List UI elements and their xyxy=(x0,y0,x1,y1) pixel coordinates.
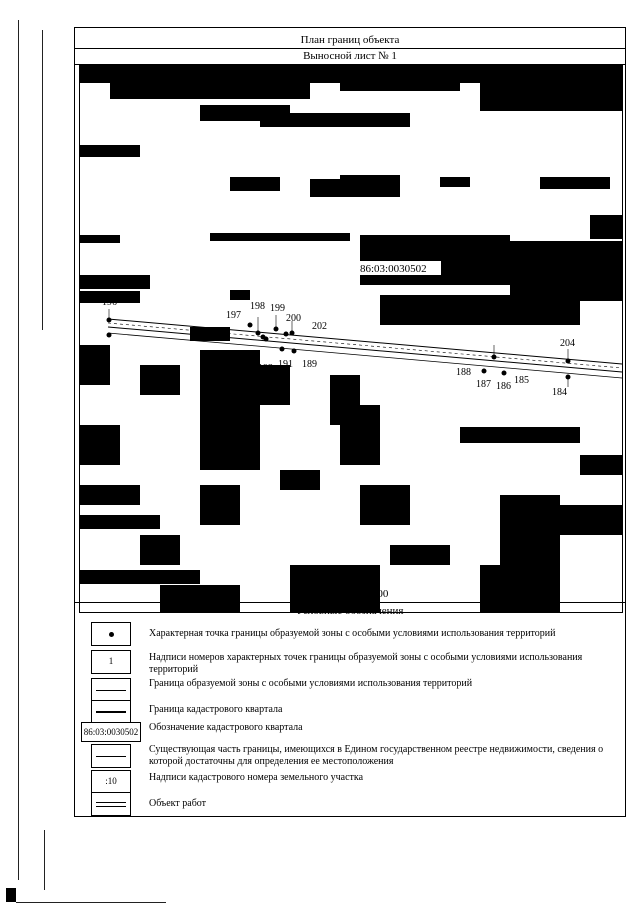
road-lines xyxy=(108,319,622,378)
legend-title: Условные обозначения xyxy=(296,605,404,617)
document-title: План границ объекта xyxy=(75,32,625,49)
legend-item-text: Граница образуемой зоны с особыми условиями использования территорий xyxy=(149,678,473,689)
legend-item-text: Надписи кадастрового номера земельного участка xyxy=(149,772,364,783)
point-label-194: 194 xyxy=(230,355,245,366)
legend-item-text: Существующая часть границы, имеющихся в Едином государственном реестре недвижимости, сведения о которой достаточны для определения ее местоположения xyxy=(149,744,604,767)
point-label-199: 199 xyxy=(270,303,285,314)
legend-item-point-numbers xyxy=(75,650,625,680)
legend-symbol-text: 1 xyxy=(108,656,114,666)
legend-symbol-line xyxy=(91,744,131,768)
point-label-198: 198 xyxy=(250,301,265,312)
point-label-204: 204 xyxy=(560,338,575,349)
existing-boundary-line-icon xyxy=(96,756,126,757)
zone-boundary-line-icon xyxy=(96,690,126,691)
point-label-196: 196 xyxy=(102,297,117,308)
point-label-189: 189 xyxy=(302,359,317,370)
point-label-187: 187 xyxy=(476,379,491,390)
legend-symbol-object xyxy=(91,792,131,816)
map-view xyxy=(79,64,623,613)
scan-corner-mark xyxy=(6,888,16,902)
legend-item-text: Характерная точка границы образуемой зоны с особыми условиями использования территорий xyxy=(149,628,556,639)
legend-symbol-parcel xyxy=(91,770,131,794)
document-frame xyxy=(74,27,626,817)
point-label-185: 185 xyxy=(514,375,529,386)
point-label-202: 202 xyxy=(312,321,327,332)
scan-edge-line xyxy=(18,20,19,880)
legend-item-boundary-point xyxy=(75,622,625,652)
quarter-label: 86:03:0030502 xyxy=(360,263,427,275)
work-object-line-icon xyxy=(96,802,126,803)
point-label-188: 188 xyxy=(456,367,471,378)
point-label-197: 197 xyxy=(226,310,241,321)
point-label-195: 195 xyxy=(90,347,105,358)
aerial-photo xyxy=(80,65,622,612)
legend-item-text: Надписи номеров характерных точек границы образуемой зоны с особыми условиями использования территорий xyxy=(149,652,583,675)
legend-item-text: Объект работ xyxy=(149,798,207,809)
map-svg xyxy=(80,65,622,612)
quarter-boundary-line-icon xyxy=(96,711,126,713)
point-label-186: 186 xyxy=(496,381,511,392)
legend-symbol-quarter: 86:03:0030502 xyxy=(81,722,141,742)
legend-symbol-point xyxy=(91,622,131,646)
scan-edge-line xyxy=(42,30,43,330)
point-label-191: 191 xyxy=(278,359,293,370)
legend-symbol-line xyxy=(91,678,131,702)
point-label-193: 193 xyxy=(258,363,273,374)
point-label-200: 200 xyxy=(286,313,301,324)
scale-label: Масштаб 1:1000 xyxy=(75,586,625,603)
legend-symbol-text: :10 xyxy=(105,776,117,786)
sheet-subtitle: Выносной лист № 1 xyxy=(75,48,625,65)
legend-item-text: Обозначение кадастрового квартала xyxy=(149,722,303,733)
legend-symbol-number xyxy=(91,650,131,674)
work-object-line-icon xyxy=(96,806,126,807)
legend-item-text: Граница кадастрового квартала xyxy=(149,704,283,715)
boundary-point-icon xyxy=(109,632,114,637)
legend-item-work-object xyxy=(75,792,625,822)
scan-edge-line xyxy=(44,830,45,890)
scan-bottom-line xyxy=(16,902,166,903)
point-label-184: 184 xyxy=(552,387,567,398)
